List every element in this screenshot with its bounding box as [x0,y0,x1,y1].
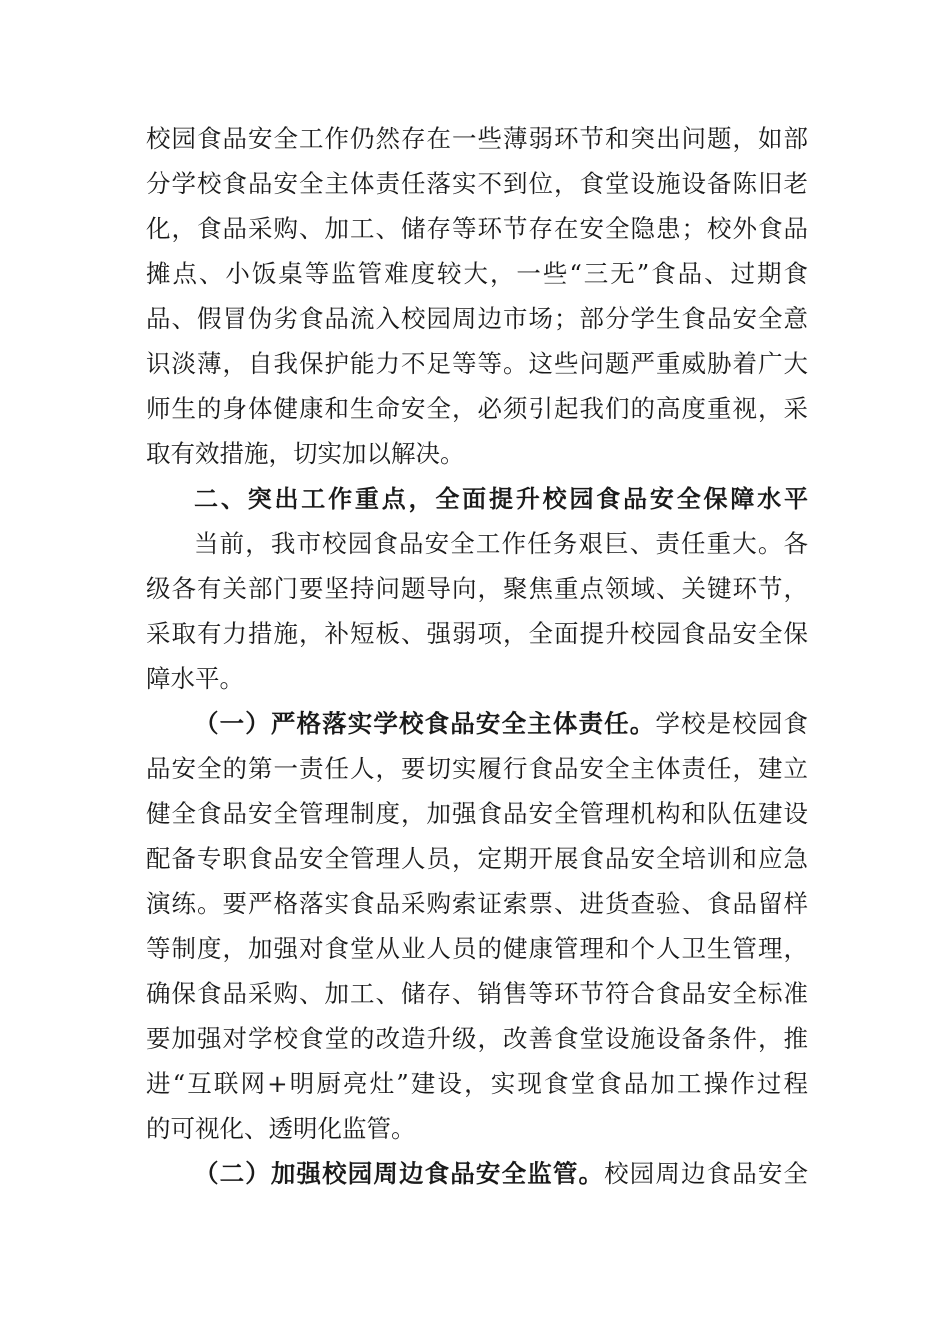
paragraph-1-line-6: 识淡薄，自我保护能力不足等等。这些问题严重威胁着广大 [146,349,808,378]
paragraph-3-line-1 [194,709,808,739]
paragraph-4-first-line-rest: 校园周边食品安全 [604,1159,808,1188]
paragraph-3-line-5: 演练。要严格落实食品采购索证索票、进货查验、食品留样 [146,889,808,918]
section-heading: 二、突出工作重点，全面提升校园食品安全保障水平 [194,485,808,513]
paragraph-3-line-7: 确保食品采购、加工、储存、销售等环节符合食品安全标准 [146,979,808,1008]
paragraph-3-line-2: 品安全的第一责任人，要切实履行食品安全主体责任，建立 [146,754,808,783]
paragraph-3-line-8: 要加强对学校食堂的改造升级，改善食堂设施设备条件，推 [146,1024,808,1053]
paragraph-3-line-3: 健全食品安全管理制度，加强食品安全管理机构和队伍建设 [146,799,808,828]
paragraph-2-line-2: 级各有关部门要坚持问题导向，聚焦重点领域、关键环节， [146,574,808,603]
paragraph-1-line-2: 分学校食品安全主体责任落实不到位，食堂设施设备陈旧老 [146,169,808,198]
paragraph-3-line-9: 进“互联网+明厨亮灶”建设，实现食堂食品加工操作过程 [146,1069,808,1098]
paragraph-1-line-8: 取有效措施，切实加以解决。 [146,439,465,468]
paragraph-1-line-5: 品、假冒伪劣食品流入校园周边市场；部分学生食品安全意 [146,304,808,333]
paragraph-3-line-10: 的可视化、透明化监管。 [146,1114,416,1143]
paragraph-3-lead: （一）严格落实学校食品安全主体责任。 [194,709,656,738]
paragraph-1-line-1: 校园食品安全工作仍然存在一些薄弱环节和突出问题，如部 [146,124,808,153]
paragraph-2-line-1: 当前，我市校园食品安全工作任务艰巨、责任重大。各 [194,529,808,558]
paragraph-1-line-4: 摊点、小饭桌等监管难度较大，一些“三无”食品、过期食 [146,259,808,288]
paragraph-4-line-1 [194,1159,808,1189]
paragraph-1-line-3: 化，食品采购、加工、储存等环节存在安全隐患；校外食品 [146,214,808,243]
paragraph-2-line-3: 采取有力措施，补短板、强弱项，全面提升校园食品安全保 [146,619,808,648]
paragraph-2-line-4: 障水平。 [146,664,244,693]
paragraph-1-line-7: 师生的身体健康和生命安全，必须引起我们的高度重视，采 [146,394,808,423]
paragraph-3-first-line-rest: 学校是校园食 [655,709,808,738]
paragraph-4-lead: （二）加强校园周边食品安全监管。 [194,1159,605,1188]
paragraph-3-line-4: 配备专职食品安全管理人员，定期开展食品安全培训和应急 [146,844,808,873]
paragraph-3-line-6: 等制度，加强对食堂从业人员的健康管理和个人卫生管理， [146,934,808,963]
